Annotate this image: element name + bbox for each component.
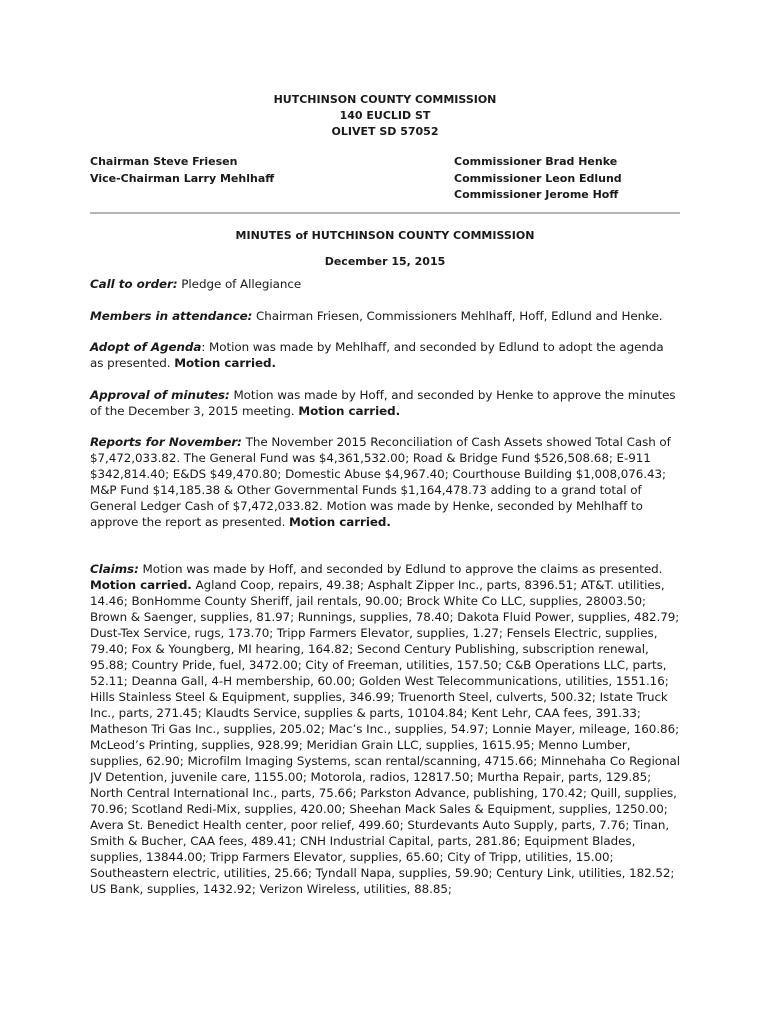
agenda-text: : Motion was made by Mehlhaff, and seconded by Edlund to adopt the agenda as presented. [90, 339, 664, 370]
claims-paragraph [90, 561, 680, 897]
minutes-text: Motion was made by Hoff, and seconded by Henke to approve the minutes of the December 3, 2015 meeting. [90, 387, 676, 418]
commissioner-henke: Commissioner Brad Henke [454, 155, 618, 168]
header-divider [90, 212, 680, 214]
letterhead-city: OLIVET SD 57052 [331, 125, 439, 138]
members-label: Members in attendance: [90, 308, 253, 323]
minutes-label: Approval of minutes: [90, 387, 230, 402]
commissioner-edlund: Commissioner Leon Edlund [454, 171, 622, 185]
claims-intro: Motion was made by Hoff, and seconded by Edlund to approve the claims as presented. [138, 561, 663, 576]
officers-block [90, 154, 680, 204]
letterhead-name: HUTCHINSON COUNTY COMMISSION [273, 93, 497, 106]
chairman: Chairman Steve Friesen [90, 155, 238, 168]
claims-list: Agland Coop, repairs, 49.38; Asphalt Zipper Inc., parts, 8396.51; AT&T. utilities, 14.46; BonHomme County Sheriff, jail rentals, 90.00; Brock White Co LLC, supplies, 28003.50; Brown & Saenger, supplies, 81.97; Runnings, supplies, 78.40; Dakota Fluid Power, supplies, 482.79; Dust-Tex Service, rugs, 173.70; Tripp Farmers Elevator, supplies, 1.27; Fensels Electric, supplies, 79.40; Fox & Youngberg, MI hearing, 164.82; Second Century Publishing, subscription renewal, 95.88; Country Pride, fuel, 3472.00; City of Freeman, utilities, 157.50; C&B Operations LLC, parts, 52.11; Deanna Gall, 4-H membership, 60.00; Golden West Telecommunications, utilities, 1551.16; Hills Stainless Steel & Equipment, supplies, 346.99; Truenorth Steel, culverts, 500.32; Istate Truck Inc., parts, 271.45; Klaudts Service, supplies & parts, 10104.84; Kent Lehr, CAA fees, 391.33; Matheson Tri Gas Inc., supplies, 205.02; Mac’s Inc., supplies, 54.97; Lonnie Mayer, mileage, 160.86; McLeod’s Printing, supplies, 928.99; Meridian Grain LLC, supplies, 1615.95; Menno Lumber, supplies, 62.90; Microfilm Imaging Systems, scan rental/scanning, 4715.66; Minnehaha Co Regional JV Detention, juvenile care, 1155.00; Motorola, radios, 12817.50; Murtha Repair, parts, 129.85; North Central International Inc., parts, 75.66; Parkston Advance, publishing, 170.42; Quill, supplies, 70.96; Scotland Redi-Mix, supplies, 420.00; Sheehan Mack Sales & Equipment, supplies, 1250.00; Avera St. Benedict Health center, poor relief, 499.60; Sturdevants Auto Supply, parts, 7.76; Tinan, Smith & Bucher, CAA fees, 489.41; CNH Industrial Capital, parts, 281.86; Equipment Blades, supplies, 13844.00; Tripp Farmers Elevator, supplies, 65.60; City of Tripp, utilities, 15.00; Southeastern electric, utilities, 25.66; Tyndall Napa, supplies, 59.90; Century Link, utilities, 182.52; US Bank, supplies, 1432.92; Verizon Wireless, utilities, 88.85; [90, 577, 680, 896]
reports-label: Reports for November: [90, 434, 242, 449]
reports-text: The November 2015 Reconciliation of Cash Assets showed Total Cash of $7,472,033.82. The General Fund was $4,361,532.00; Road & Bridge Fund $526,508.68; E-911 $342,814.40; E&DS $49,470.80; Domestic Abuse $4,967.40; Courthouse Building $1,008,076.43; M&P Fund $14,185.38 & Other Governmental Funds $1,164,478.73 adding to a grand total of General Ledger Cash of $7,472,033.82. Motion was made by Henke, seconded by Mehlhaff to approve the report as presented. [90, 434, 671, 529]
meeting-date: December 15, 2015 [324, 254, 446, 268]
call-to-order-label: Call to order: [90, 276, 178, 291]
reports-carried: Motion carried. [289, 514, 391, 529]
claims-label: Claims: [90, 561, 139, 576]
agenda-carried: Motion carried. [174, 355, 276, 370]
letterhead [90, 92, 680, 140]
minutes-paragraph [90, 387, 680, 419]
letterhead-street: 140 EUCLID ST [339, 109, 431, 122]
claims-carried: Motion carried. [90, 577, 192, 592]
call-to-order-text: Pledge of Allegiance [177, 276, 302, 291]
document-title: MINUTES of HUTCHINSON COUNTY COMMISSION [235, 228, 535, 242]
members-paragraph [90, 308, 680, 324]
minutes-carried: Motion carried. [298, 403, 401, 418]
officers-right [454, 154, 680, 204]
officers-left [90, 154, 274, 204]
commissioner-hoff: Commissioner Jerome Hoff [454, 188, 619, 201]
agenda-paragraph [90, 339, 680, 371]
agenda-label: Adopt of Agenda [90, 339, 202, 354]
vice-chairman: Vice-Chairman Larry Mehlhaff [90, 171, 275, 185]
document-page [90, 92, 680, 897]
members-text: Chairman Friesen, Commissioners Mehlhaff, Hoff, Edlund and Henke. [252, 308, 663, 323]
reports-paragraph [90, 434, 680, 530]
call-to-order-paragraph [90, 276, 680, 292]
